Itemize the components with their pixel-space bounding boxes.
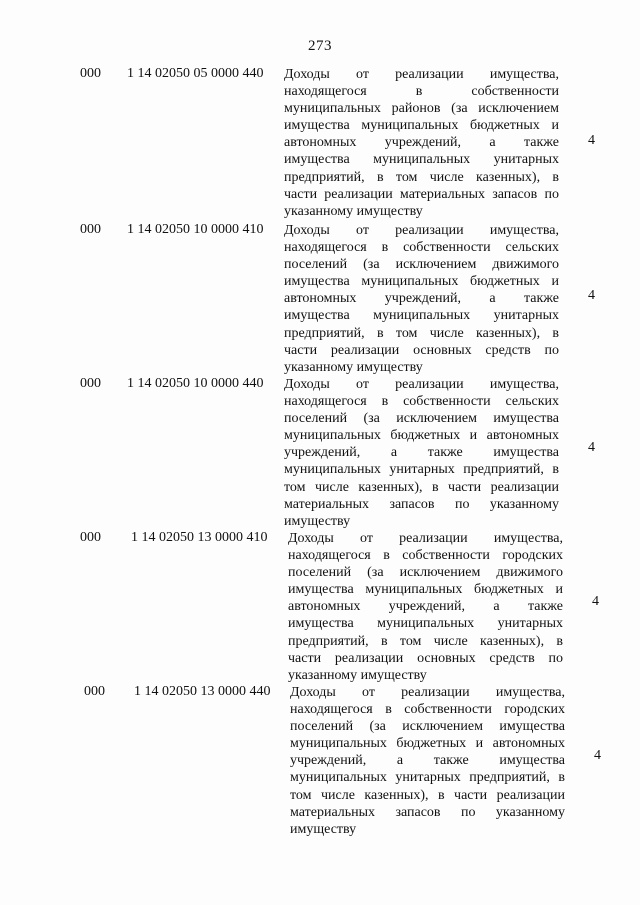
description-line: находящегося в собственности городских [288,548,563,564]
description-line: Доходы от реализации имущества, [290,685,565,700]
description-line: учреждений, а также имущества [290,753,565,769]
budget-classification-code: 1 14 02050 10 0000 410 [127,222,264,237]
description-line: имущества муниципальных унитарных [284,152,559,168]
description-line: части реализации материальных запасов по [284,186,559,202]
revenue-description [290,684,565,838]
description-line: муниципальных унитарных предприятий, в [290,770,565,786]
description-line: имуществу [284,513,351,529]
description-line: находящегося в собственности сельских [284,240,559,256]
description-line: материальных запасов по указанному [290,804,565,820]
description-line: указанному имуществу [288,667,427,683]
description-line: имущества муниципальных бюджетных и [284,118,559,134]
description-line: Доходы от реализации имущества, [288,531,563,546]
description-line: имущества муниципальных бюджетных и [284,274,559,290]
revenue-description [284,376,559,530]
revenue-description [288,530,563,684]
description-line: материальных запасов по указанному [284,496,559,512]
description-line: поселений (за исключением имущества [284,411,559,427]
budget-classification-code: 1 14 02050 05 0000 440 [127,66,264,81]
amount-value: 4 [588,288,595,303]
description-line: предприятий, в том числе казенных), в [288,633,563,649]
description-line: имущества муниципальных бюджетных и [288,582,563,598]
admin-code: 000 [80,66,101,81]
page-number: 273 [308,38,332,54]
description-line: поселений (за исключением движимого [288,565,563,581]
description-line: муниципальных бюджетных и автономных [284,428,559,444]
description-line: находящегося в собственности городских [290,702,565,718]
description-line: части реализации основных средств по [284,342,559,358]
amount-value: 4 [592,594,599,609]
description-line: том числе казенных), в части реализации [284,479,559,495]
description-line: указанному имуществу [284,203,423,219]
description-line: предприятий, в том числе казенных), в [284,325,559,341]
description-line: находящегося в собственности сельских [284,394,559,410]
admin-code: 000 [80,222,101,237]
description-line: указанному имуществу [284,359,423,375]
budget-classification-code: 1 14 02050 13 0000 410 [131,530,268,545]
description-line: муниципальных районов (за исключением [284,101,559,117]
admin-code: 000 [80,530,101,545]
description-line: учреждений, а также имущества [284,445,559,461]
description-line: находящегося в собственности [284,84,559,100]
description-line: Доходы от реализации имущества, [284,377,559,392]
revenue-description [284,222,559,376]
description-line: том числе казенных), в части реализации [290,787,565,803]
budget-classification-code: 1 14 02050 13 0000 440 [134,684,271,699]
description-line: муниципальных бюджетных и автономных [290,736,565,752]
amount-value: 4 [588,133,595,148]
description-line: части реализации основных средств по [288,650,563,666]
description-line: поселений (за исключением движимого [284,257,559,273]
amount-value: 4 [588,440,595,455]
description-line: предприятий, в том числе казенных), в [284,169,559,185]
description-line: Доходы от реализации имущества, [284,223,559,238]
description-line: Доходы от реализации имущества, [284,67,559,82]
budget-classification-code: 1 14 02050 10 0000 440 [127,376,264,391]
description-line: автономных учреждений, а также [284,291,559,307]
description-line: автономных учреждений, а также [284,135,559,151]
description-line: муниципальных унитарных предприятий, в [284,462,559,478]
description-line: поселений (за исключением имущества [290,719,565,735]
admin-code: 000 [84,684,105,699]
description-line: имуществу [290,821,357,837]
amount-value: 4 [594,748,601,763]
revenue-description [284,66,559,220]
description-line: имущества муниципальных унитарных [288,616,563,632]
admin-code: 000 [80,376,101,391]
description-line: автономных учреждений, а также [288,599,563,615]
description-line: имущества муниципальных унитарных [284,308,559,324]
